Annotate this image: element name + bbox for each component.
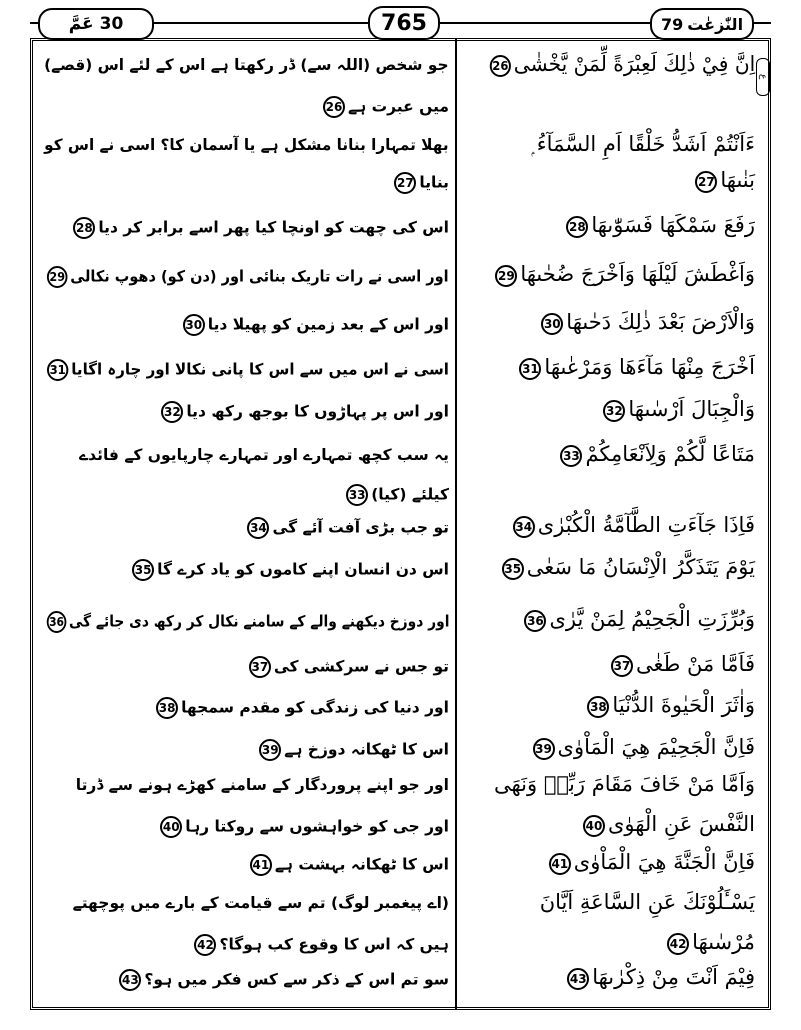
verse-number-marker: 40 xyxy=(160,816,182,838)
arabic-verse-line xyxy=(521,607,755,632)
urdu-translation-line xyxy=(256,739,449,761)
arabic-verse-text: مَتَاعًا لَّكُمْ وَلِاَنْعَامِكُمْ xyxy=(585,442,755,466)
urdu-translation-text: جو شخص (اللہ سے) ڈر رکھتا ہے اس کے لئے اس (قصے) xyxy=(44,56,449,74)
arabic-verse-line xyxy=(600,397,755,422)
urdu-translation-text: یہ سب کچھ تمہارے اور تمہارے چارپایوں کے فائدے xyxy=(79,446,449,464)
urdu-translation-line xyxy=(79,446,449,464)
arabic-verse-text: وَالْجِبَالَ اَرْسٰىهَا xyxy=(628,397,755,421)
verse-number-marker: 41 xyxy=(250,854,272,876)
urdu-translation-line xyxy=(44,266,449,288)
verse-number-marker: 36 xyxy=(46,611,66,633)
urdu-translation-text: اس کا ٹھکانہ بہشت ہے xyxy=(274,855,449,874)
arabic-verse-line xyxy=(538,310,755,335)
arabic-verse-text: اِنَّ فِيْ ذٰلِكَ لَعِبْرَةً لِّمَنْ يَّخْشٰى xyxy=(513,52,755,76)
verse-number-marker: 34 xyxy=(247,517,269,539)
verse-number-marker: 26 xyxy=(323,96,345,118)
arabic-verse-line xyxy=(510,513,755,538)
arabic-verse-text: فَاِذَا جَآءَتِ الطَّآمَّةُ الْكُبْرٰى xyxy=(537,513,755,537)
verse-number-marker: 26 xyxy=(490,55,511,77)
verse-number-marker: 37 xyxy=(249,656,271,678)
arabic-verse-text: وَبُرِّزَتِ الْجَحِيْمُ لِمَنْ يَّرٰى xyxy=(549,607,755,631)
verse-number-marker: 27 xyxy=(695,171,717,193)
juz-number: 30 xyxy=(99,14,124,34)
verse-number-marker: 38 xyxy=(587,696,609,718)
verse-number-marker: 43 xyxy=(567,968,589,990)
verse-number-marker: 39 xyxy=(533,738,555,760)
arabic-verse-line xyxy=(532,132,755,157)
urdu-translation-line xyxy=(70,217,449,239)
arabic-verse-text: رَفَعَ سَمْكَهَا فَسَوّٰىهَا xyxy=(591,213,755,237)
urdu-translation-line xyxy=(45,56,449,74)
urdu-translation-line xyxy=(320,96,449,118)
arabic-verse-line xyxy=(487,52,755,77)
arabic-verse-line xyxy=(564,965,755,990)
urdu-translation-text: میں عبرت ہے xyxy=(348,97,449,116)
arabic-verse-text: فَاِنَّ الْجَنَّةَ هِيَ الْمَاْوٰى xyxy=(573,850,755,874)
urdu-translation-text: بھلا تمہارا بنانا مشکل ہے یا آسمان کا؟ اسی نے اس کو xyxy=(44,136,449,154)
urdu-translation-line xyxy=(157,816,449,838)
surah-number: 79 xyxy=(660,14,684,34)
urdu-translation-line xyxy=(158,401,449,423)
urdu-translation-text: تو جب بڑی آفت آئے گی xyxy=(272,518,449,537)
verse-number-marker: 35 xyxy=(132,559,154,581)
arabic-verse-text: وَاَغْطَشَ لَيْلَهَا وَاَخْرَجَ ضُحٰىهَا xyxy=(520,262,755,286)
arabic-verse-line xyxy=(492,262,755,287)
verse-number-marker: 42 xyxy=(667,933,689,955)
page-number: 765 xyxy=(368,6,440,40)
urdu-translation-text: اور دوزخ دیکھنے والے کے سامنے نکال کر رکھ دی جائے گی xyxy=(68,612,449,631)
urdu-translation-text: اس کی چھت کو اونچا کیا پھر اسے برابر کر دیا xyxy=(98,218,449,237)
arabic-verse-line xyxy=(692,168,755,193)
urdu-translation-line xyxy=(343,484,449,506)
arabic-verse-line xyxy=(557,442,755,467)
urdu-translation-text: اور اسی نے رات تاریک بنائی اور (دن کو) دھوپ نکالی xyxy=(70,267,450,286)
column-divider xyxy=(455,38,457,1010)
arabic-verse-text: يَسْـَٔلُوْنَكَ عَنِ السَّاعَةِ اَيَّانَ xyxy=(539,890,755,914)
verse-number-marker: 42 xyxy=(194,934,216,956)
verse-number-marker: 36 xyxy=(524,610,546,632)
verse-number-marker: 34 xyxy=(513,516,535,538)
urdu-translation-line xyxy=(246,656,449,678)
surah-label xyxy=(650,8,754,40)
urdu-translation-text: اس کا ٹھکانہ دوزخ ہے xyxy=(284,740,449,759)
verse-number-marker: 35 xyxy=(502,558,524,580)
arabic-verse-line xyxy=(516,355,755,380)
arabic-verse-text: مُرْسٰىهَا xyxy=(692,930,755,954)
arabic-verse-line xyxy=(494,772,755,796)
arabic-verse-line xyxy=(540,890,755,914)
surah-name: النّٰزعٰت xyxy=(687,14,744,34)
urdu-translation-text: کیلئے (کیا) xyxy=(371,485,449,504)
verse-number-marker: 31 xyxy=(519,358,541,380)
verse-number-marker: 37 xyxy=(611,655,633,677)
juz-label xyxy=(38,8,154,40)
urdu-translation-line xyxy=(247,854,449,876)
arabic-verse-text: النَّفْسَ عَنِ الْهَوٰى xyxy=(607,812,755,836)
urdu-translation-text: اور جو اپنے پروردگار کے سامنے کھڑے ہونے سے ڈرتا xyxy=(75,776,449,794)
arabic-verse-text: اَخْرَجَ مِنْهَا مَآءَهَا وَمَرْعٰىهَا xyxy=(544,355,755,379)
ruku-mark: ع xyxy=(756,58,770,96)
verse-number-marker: 28 xyxy=(566,216,588,238)
arabic-verse-text: وَاٰثَرَ الْحَيٰوةَ الدُّنْيَا xyxy=(612,693,755,717)
verse-number-marker: 30 xyxy=(183,314,205,336)
verse-number-marker: 32 xyxy=(161,401,183,423)
arabic-verse-text: بَنٰىهَا xyxy=(720,168,755,192)
urdu-translation-text: اس دن انسان اپنے کاموں کو یاد کرے گا xyxy=(157,560,449,579)
urdu-translation-line xyxy=(44,611,449,633)
verse-number-marker: 43 xyxy=(119,969,141,991)
verse-number-marker: 41 xyxy=(549,853,571,875)
urdu-translation-line xyxy=(191,934,449,956)
verse-number-marker: 40 xyxy=(583,815,605,837)
verse-number-marker: 29 xyxy=(495,265,517,287)
arabic-verse-line xyxy=(608,652,755,677)
arabic-verse-text: وَالْاَرْضَ بَعْدَ ذٰلِكَ دَحٰىهَا xyxy=(566,310,755,334)
urdu-translation-line xyxy=(73,894,449,912)
urdu-translation-line xyxy=(45,136,449,154)
urdu-translation-line xyxy=(180,314,449,336)
urdu-translation-text: اور اس کے بعد زمین کو پھیلا دیا xyxy=(207,315,449,334)
urdu-translation-line xyxy=(153,697,449,719)
verse-number-marker: 27 xyxy=(394,172,416,194)
verse-number-marker: 33 xyxy=(560,445,582,467)
urdu-translation-line xyxy=(129,559,449,581)
verse-number-marker: 33 xyxy=(346,484,368,506)
verse-number-marker: 38 xyxy=(156,697,178,719)
arabic-verse-text: وَاَمَّا مَنْ خَافَ مَقَامَ رَبِّهٖ وَنَهَى xyxy=(493,772,755,796)
urdu-translation-text: ہیں کہ اس کا وقوع کب ہوگا؟ xyxy=(219,935,449,954)
arabic-verse-line xyxy=(563,213,755,238)
arabic-verse-text: فِيْمَ اَنْتَ مِنْ ذِكْرٰىهَا xyxy=(592,965,755,989)
arabic-verse-line xyxy=(546,850,755,875)
urdu-translation-text: تو جس نے سرکشی کی xyxy=(273,657,449,676)
verse-number-marker: 31 xyxy=(47,359,68,381)
verse-number-marker: 28 xyxy=(73,217,95,239)
verse-number-marker: 32 xyxy=(603,400,625,422)
arabic-verse-line xyxy=(664,930,755,955)
verse-number-marker: 39 xyxy=(259,739,281,761)
arabic-verse-line xyxy=(499,555,755,580)
urdu-translation-text: (اے پیغمبر لوگ) تم سے قیامت کے بارے میں پوچھتے xyxy=(72,894,449,912)
urdu-translation-line xyxy=(391,172,449,194)
urdu-translation-text: اور دنیا کی زندگی کو مقدم سمجھا xyxy=(181,698,449,717)
urdu-translation-text: بنایا xyxy=(419,173,449,192)
urdu-translation-text: اسی نے اس میں سے اس کا پانی نکالا اور چارہ اگایا xyxy=(71,360,450,379)
arabic-verse-text: فَاِنَّ الْجَحِيْمَ هِيَ الْمَاْوٰى xyxy=(557,735,755,759)
urdu-translation-line xyxy=(76,776,449,794)
arabic-verse-line xyxy=(584,693,755,718)
urdu-translation-text: اور اس پر پہاڑوں کا بوجھ رکھ دیا xyxy=(186,402,449,421)
juz-name: عَمَّ xyxy=(68,14,94,34)
urdu-translation-line xyxy=(44,359,449,381)
verse-number-marker: 30 xyxy=(541,313,563,335)
verse-number-marker: 29 xyxy=(47,266,68,288)
arabic-verse-line xyxy=(530,735,755,760)
arabic-verse-text: يَوْمَ يَتَذَكَّرُ الْاِنْسَانُ مَا سَعٰى xyxy=(526,555,755,579)
arabic-verse-text: ءَاَنْتُمْ اَشَدُّ خَلْقًا اَمِ السَّمَآءُ ۭ xyxy=(531,132,755,156)
urdu-translation-line xyxy=(116,969,449,991)
urdu-translation-line xyxy=(244,517,449,539)
arabic-verse-text: فَاَمَّا مَنْ طَغٰى xyxy=(635,652,755,676)
urdu-translation-text: سو تم اس کے ذکر سے کس فکر میں ہو؟ xyxy=(144,970,449,989)
urdu-translation-text: اور جی کو خواہشوں سے روکتا رہا xyxy=(185,817,449,836)
arabic-verse-line xyxy=(580,812,755,837)
